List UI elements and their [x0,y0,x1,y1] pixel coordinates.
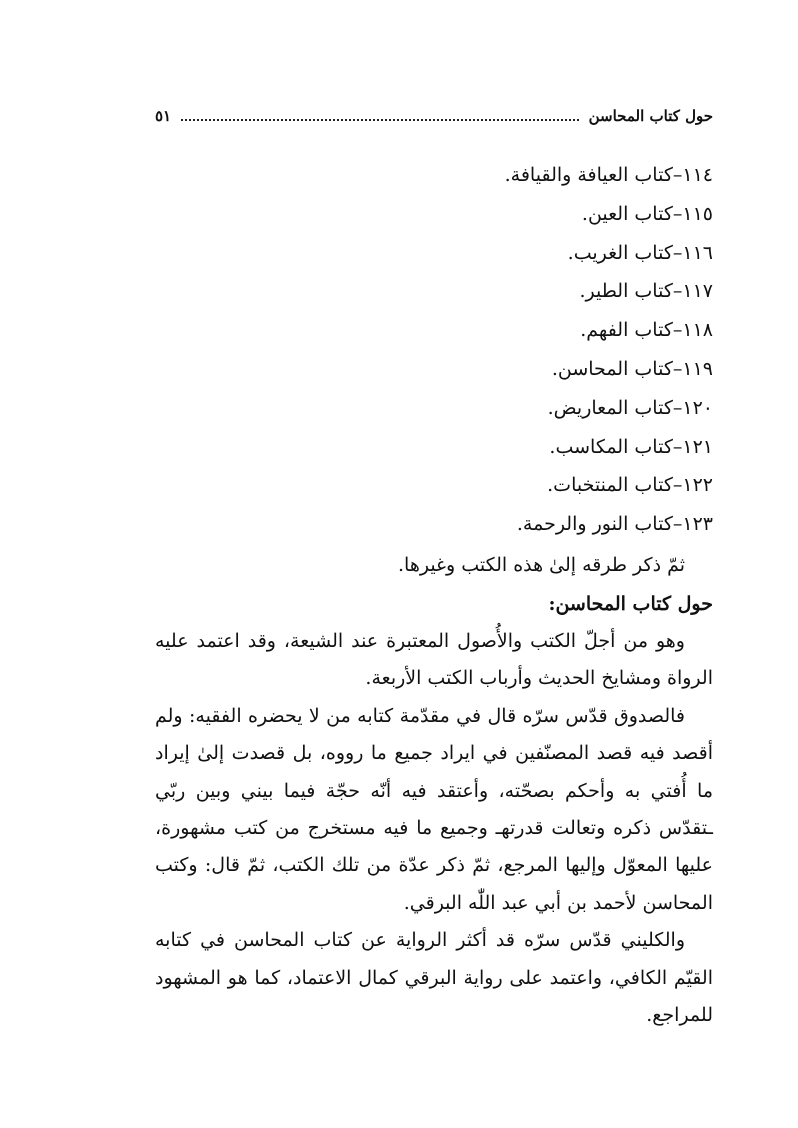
list-item-title: كتاب المعاريض. [547,396,673,419]
book-page [155,0,713,1128]
list-item-title: كتاب الغريب. [567,241,673,264]
list-item-number: ١٢٣ [682,513,713,536]
header-title: حول كتاب المحاسن [588,107,713,125]
list-item-number: ١٢١ [682,435,713,458]
list-item-number: ١٢٠ [682,396,713,419]
body-text [155,545,713,1034]
list-item-number: ١١٨ [682,319,713,342]
list-item-number: ١٢٢ [682,474,713,497]
list-item-title: كتاب المنتخبات. [547,474,673,497]
running-header [155,103,713,129]
list-item-number: ١١٦ [682,241,713,264]
list-item: ١١٦–كتاب الغريب. [155,234,713,273]
page-number: ٥١ [155,107,172,125]
paragraph: وهو من أجلّ الكتب والأُصول المعتبرة عند الشيعة، وقد اعتمد عليه الرواة ومشايخ الحديث وأرباب الكتب الأربعة. [155,630,713,690]
section-heading: حول كتاب المحاسن: [548,593,713,615]
closing-line: ثمّ ذكر طرقه إلىٰ هذه الكتب وغيرها. [397,554,685,576]
list-item: ١٢٠–كتاب المعاريض. [155,389,713,428]
list-item: ١١٤–كتاب العيافة والقيافة. [155,156,713,195]
list-item-title: كتاب النور والرحمة. [516,513,673,536]
list-item-number: ١١٥ [682,202,713,225]
paragraph: فالصدوق قدّس سرّه قال في مقدّمة كتابه من لا يحضره الفقيه: ولم أقصد فيه قصد المصنّفين في ايراد جميع ما رووه، بل قصدت إلىٰ إيراد ما أُفتي به وأحكم بصحّته، وأعتقد فيه أنّه حجّة فيما بيني وبين ربّي ـتقدّس ذكره وتعالت قدرتهـ وجميع ما فيه مستخرج من كتب مشهورة، عليها المعوّل وإليها المرجع، ثمّ ذكر عدّة من تلك الكتب، ثمّ قال: وكتب المحاسن لأحمد بن أبي عبد اللّٰه البرقي. [155,704,713,914]
list-item-title: كتاب المحاسن. [551,357,673,380]
list-item-number: ١١٧ [682,280,713,303]
list-item: ١٢٣–كتاب النور والرحمة. [155,505,713,544]
list-item: ١٢٢–كتاب المنتخبات. [155,466,713,505]
list-item: ١١٩–كتاب المحاسن. [155,350,713,389]
list-item-title: كتاب العيافة والقيافة. [504,164,673,186]
list-item: ١١٥–كتاب العين. [155,195,713,234]
list-item-number: ١١٤ [682,164,713,186]
list-item: ١٢١–كتاب المكاسب. [155,428,713,467]
list-item-title: كتاب الفهم. [580,319,673,342]
header-dot-leader [181,119,579,121]
list-item-title: كتاب المكاسب. [549,435,673,458]
book-list [155,156,713,544]
list-item: ١١٨–كتاب الفهم. [155,311,713,350]
list-item-title: كتاب العين. [581,202,673,225]
paragraph: والكليني قدّس سرّه قد أكثر الرواية عن كتاب المحاسن في كتابه القيّم الكافي، واعتمد على رواية البرقي كمال الاعتماد، كما هو المشهود للمراجع. [155,929,713,1027]
list-item: ١١٧–كتاب الطير. [155,272,713,311]
list-item-number: ١١٩ [682,357,713,380]
list-item-title: كتاب الطير. [579,280,673,303]
